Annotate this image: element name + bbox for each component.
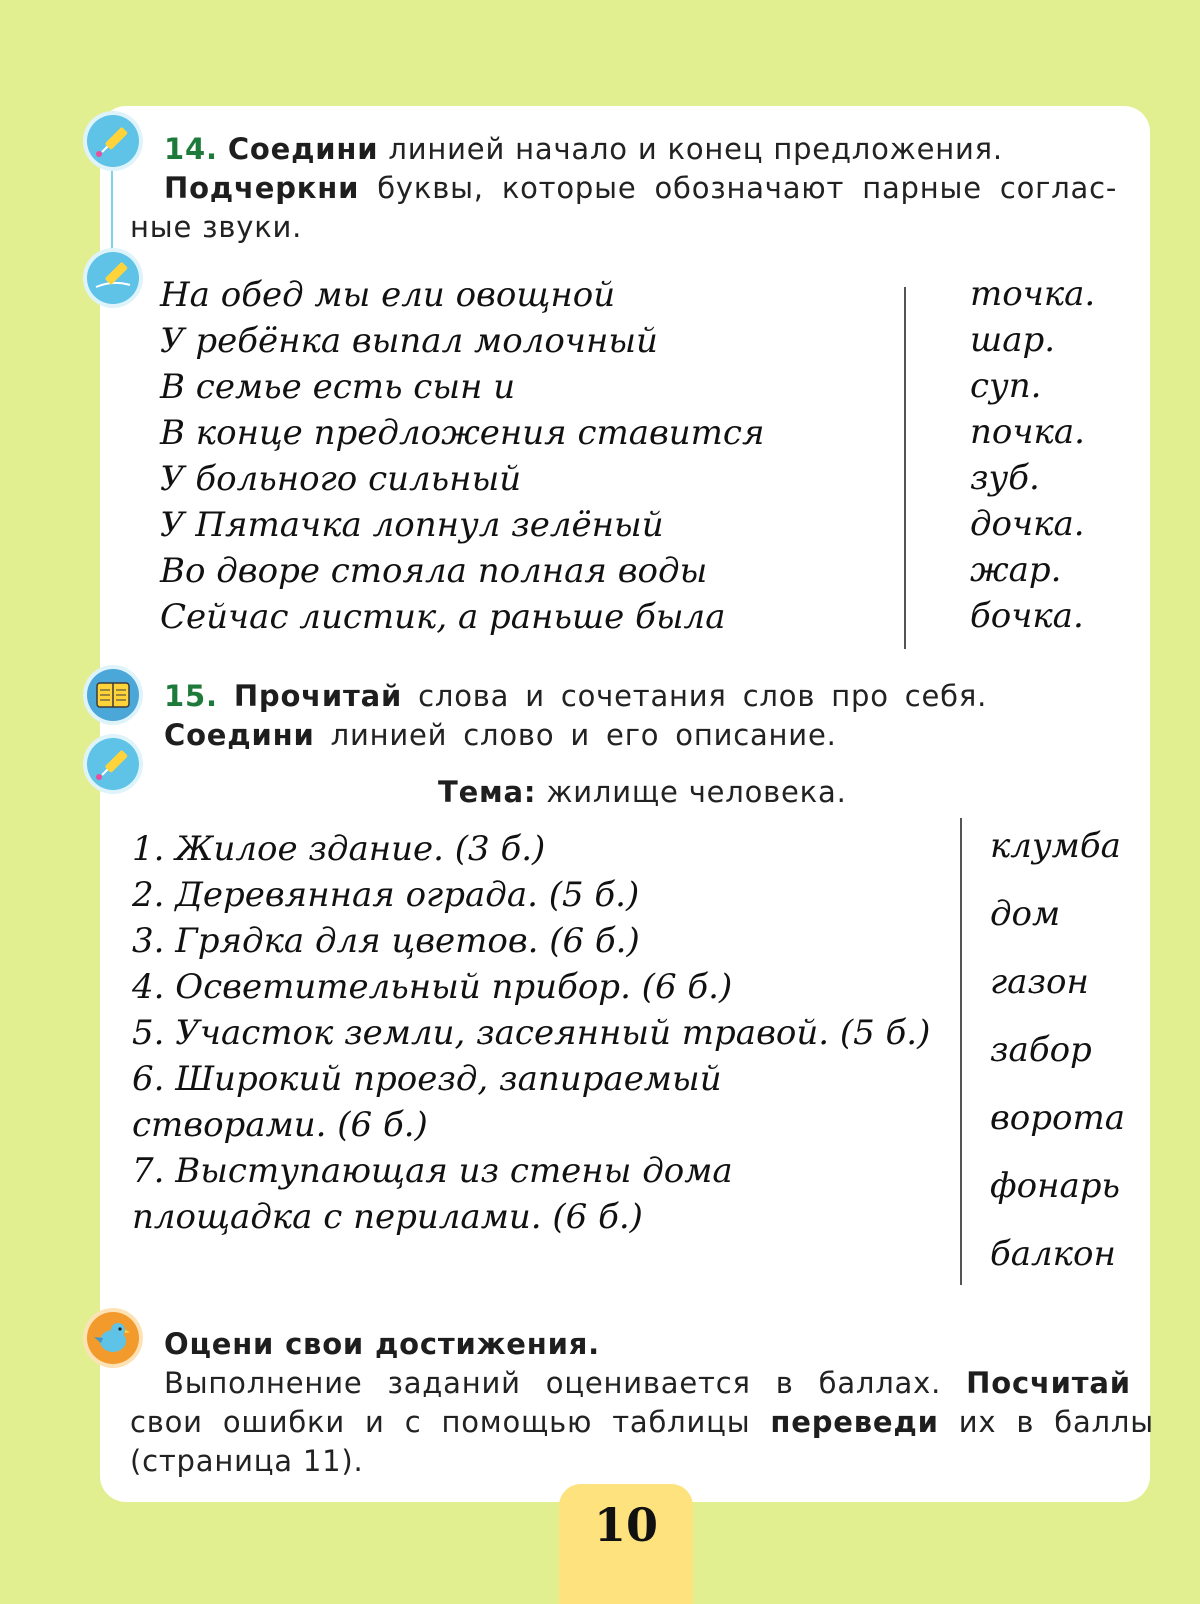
sentence-beginning[interactable]: В конце предложения ставится [160,413,765,453]
theme-value: жилище человека. [546,775,847,809]
word-item[interactable]: балкон [990,1234,1116,1274]
pencil-icon [82,247,144,309]
task15-line2-text: линией слово и его описание. [330,718,837,752]
word-item[interactable]: газон [990,962,1089,1002]
sentence-ending[interactable]: жар. [970,550,1062,590]
task15-number: 15. [164,679,218,713]
sentence-ending[interactable]: суп. [970,366,1042,406]
sentence-ending[interactable]: зуб. [970,458,1040,498]
task15-line1-text: слова и сочетания слов про себя. [418,679,988,713]
description-line[interactable]: площадка с перилами. (6 б.) [132,1197,643,1237]
assessment-line2 [130,1402,1154,1442]
word-item[interactable]: клумба [990,826,1121,866]
sentence-ending[interactable]: бочка. [970,596,1084,636]
task14-line1-text: линией начало и конец предложения. [388,132,1003,166]
task14-number: 14. [164,132,218,166]
sentence-beginning[interactable]: Во дворе стояла полная воды [160,551,708,591]
assessment-convert-verb: переведи [770,1405,939,1439]
sentence-ending[interactable]: почка. [970,412,1085,452]
task15-verb2: Соедини [164,718,315,752]
word-item[interactable]: дом [990,894,1061,934]
divider-line [960,818,962,1285]
assessment-line1 [164,1363,1131,1403]
description-line[interactable]: 7. Выступающая из стены дома [132,1151,733,1191]
sentence-ending[interactable]: шар. [970,320,1056,360]
assessment-line3: (страница 11). [130,1444,364,1478]
theme-line [438,772,847,812]
assessment-line1-text: Выполнение заданий оценивается в баллах. [164,1366,942,1400]
sentence-beginning[interactable]: У Пятачка лопнул зелёный [160,505,664,545]
book-icon [82,664,144,726]
task14-line2-text: буквы, которые обозначают парные соглас- [377,171,1118,205]
description-line[interactable]: створами. (6 б.) [132,1105,428,1145]
bird-icon [82,1307,144,1369]
task14-line2 [164,168,1117,208]
task14-line1 [164,129,1003,169]
description-line[interactable]: 1. Жилое здание. (3 б.) [132,829,546,869]
pencil-icon [82,733,144,795]
task14-verb1: Соедини [227,132,379,166]
task14-verb2: Подчеркни [164,171,360,205]
assessment-title [164,1324,600,1364]
sentence-ending[interactable]: дочка. [970,504,1085,544]
sentence-beginning[interactable]: В семье есть сын и [160,367,516,407]
description-line[interactable]: 3. Грядка для цветов. (6 б.) [132,921,640,961]
description-line[interactable]: 2. Деревянная ограда. (5 б.) [132,875,640,915]
pencil-icon [82,110,144,172]
task14-line3: ные звуки. [130,210,303,244]
description-line[interactable]: 5. Участок земли, засеянный травой. (5 б.) [132,1013,931,1053]
divider-line [904,287,906,649]
assessment-line2b: их в баллы [958,1405,1154,1439]
assessment-title-text: Оцени свои достижения. [164,1327,600,1361]
task15-line2 [164,715,837,755]
sentence-beginning[interactable]: Сейчас листик, а раньше была [160,597,726,637]
description-line[interactable]: 4. Осветительный прибор. (6 б.) [132,967,733,1007]
task15-verb1: Прочитай [233,679,403,713]
task15-line1 [164,676,987,716]
sentence-beginning[interactable]: У больного сильный [160,459,522,499]
sentence-beginning[interactable]: На обед мы ели овощной [160,275,616,315]
word-item[interactable]: фонарь [990,1166,1121,1206]
assessment-count-verb: Посчитай [966,1366,1131,1400]
page-number: 10 [593,1498,658,1552]
word-item[interactable]: забор [990,1030,1092,1070]
sentence-ending[interactable]: точка. [970,274,1096,314]
word-item[interactable]: ворота [990,1098,1126,1138]
sentence-beginning[interactable]: У ребёнка выпал молочный [160,321,658,361]
description-line[interactable]: 6. Широкий проезд, запираемый [132,1059,722,1099]
assessment-line2a: свои ошибки и с помощью таблицы [130,1405,751,1439]
theme-label: Тема: [438,775,537,809]
